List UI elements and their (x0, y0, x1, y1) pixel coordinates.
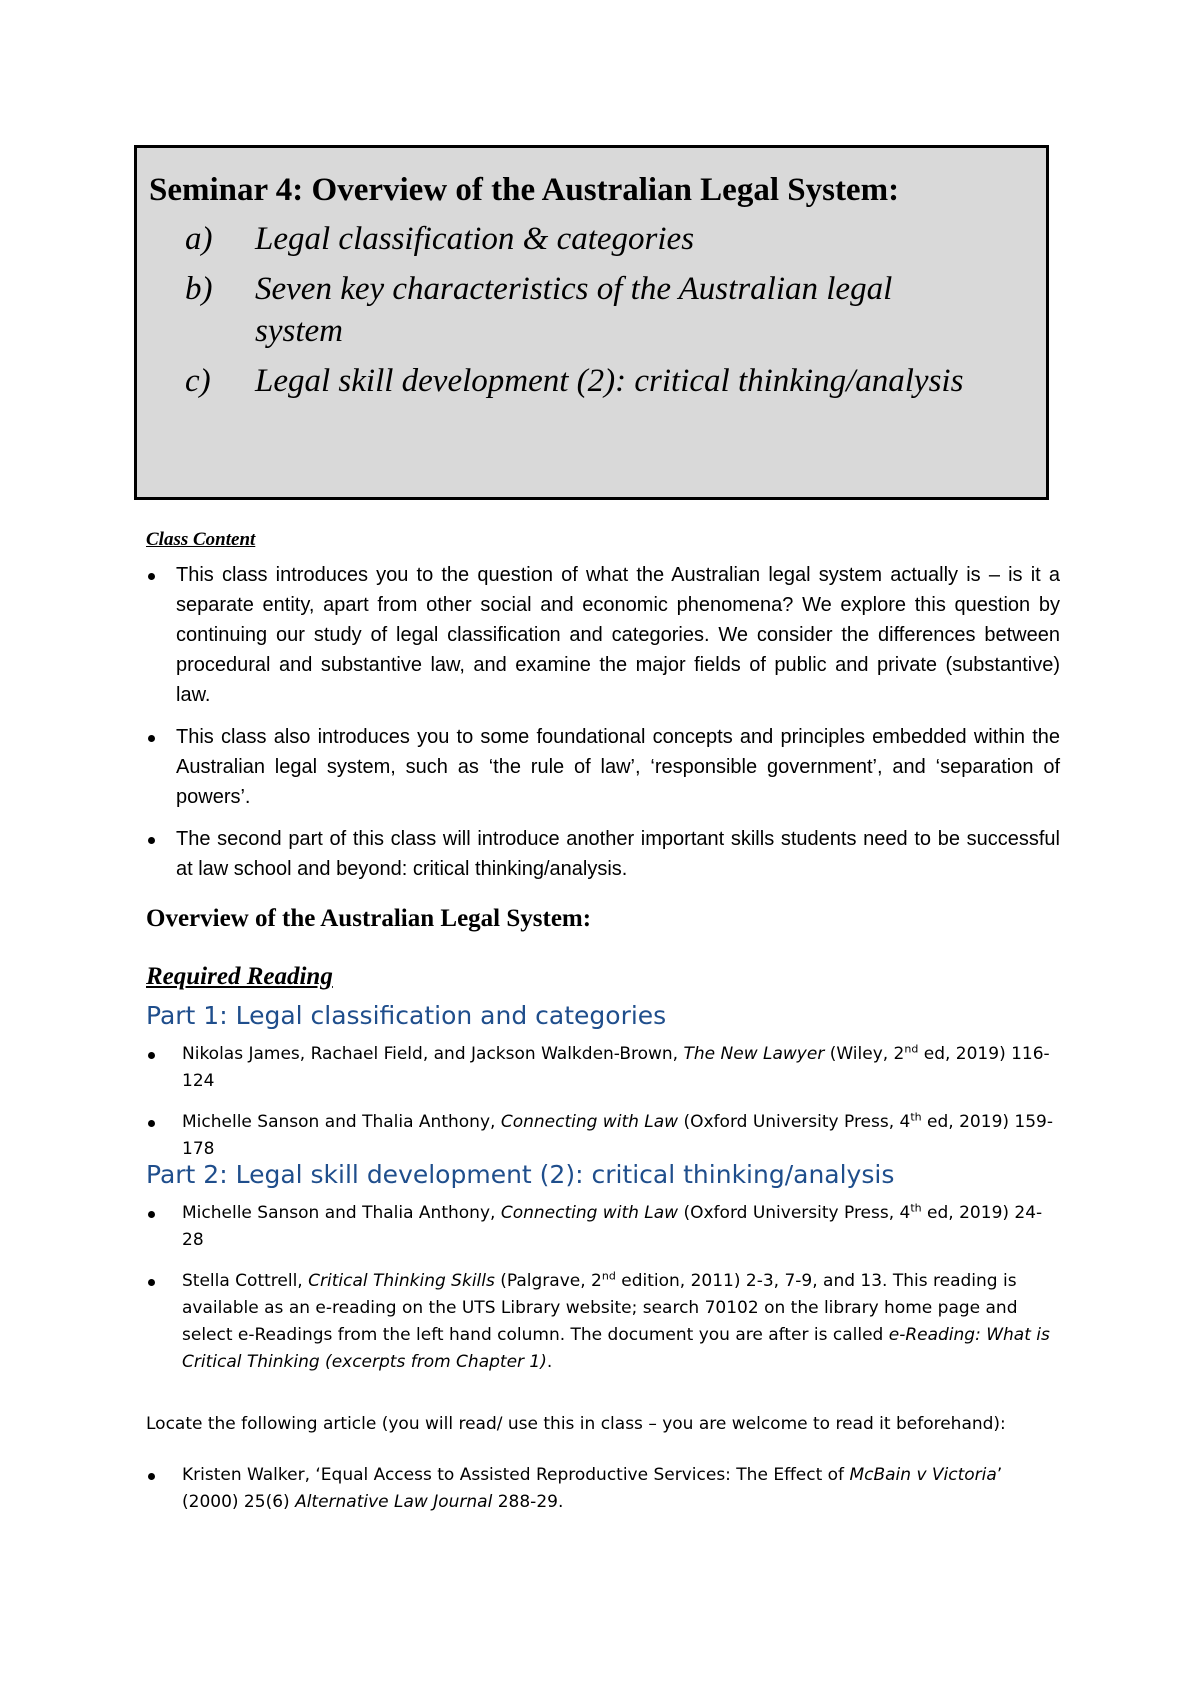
seminar-title: Seminar 4: Overview of the Australian Legal System: (149, 172, 900, 208)
reading-title: Connecting with Law (500, 1203, 679, 1223)
reading-document-name: e-Reading: What is Critical Thinking (excerpts from Chapter 1) (182, 1325, 1050, 1372)
part1-heading: Part 1: Legal classification and categories (146, 1001, 667, 1030)
part2-readings (146, 1200, 1060, 1386)
part1-readings (146, 1041, 1060, 1173)
article-author-title: Kristen Walker, ‘Equal Access to Assisted Reproductive Services: The Effect of (182, 1465, 850, 1485)
reading-item (146, 1041, 1060, 1095)
reading-superscript: th (910, 1201, 922, 1215)
reading-item (146, 1200, 1060, 1254)
topic-letter: c) (185, 363, 211, 399)
locate-instruction: Locate the following article (you will read/ use this in class – you are welcome to read it beforehand): (146, 1414, 1006, 1434)
seminar-header-box (134, 145, 1049, 500)
topic-c (149, 360, 1046, 402)
topic-letter: a) (185, 221, 213, 257)
article-pages: 288-29. (492, 1492, 564, 1512)
reading-superscript: nd (601, 1269, 616, 1283)
bullet-icon (148, 1120, 155, 1127)
topic-b (149, 268, 1046, 352)
reading-superscript: th (910, 1110, 922, 1124)
topic-a (149, 218, 1046, 260)
reading-title: Critical Thinking Skills (308, 1271, 495, 1291)
list-item-text: The second part of this class will introduce another important skills students need to be successful at law school and beyond: critical thinking/analysis. (176, 828, 1060, 880)
topic-letter: b) (185, 271, 213, 307)
reading-authors: Nikolas James, Rachael Field, and Jackson Walkden-Brown, (182, 1044, 684, 1064)
reading-publisher: (Oxford University Press, 4 (678, 1112, 911, 1132)
bullet-icon (148, 1279, 155, 1286)
reading-end: . (546, 1352, 553, 1372)
list-item (146, 824, 1060, 884)
reading-authors: Michelle Sanson and Thalia Anthony, (182, 1203, 501, 1223)
reading-title: The New Lawyer (683, 1044, 825, 1064)
reading-publisher: (Oxford University Press, 4 (678, 1203, 911, 1223)
class-content-heading: Class Content (146, 529, 256, 550)
bullet-icon (148, 573, 155, 580)
reading-pages: ed, 2019) 159-178 (182, 1112, 1053, 1159)
list-item (146, 560, 1060, 710)
reading-title: Connecting with Law (500, 1112, 679, 1132)
required-reading-heading: Required Reading (146, 963, 333, 990)
topic-text: Seven key characteristics of the Australian legal system (255, 271, 893, 349)
reading-pages: ed, 2019) 116-124 (182, 1044, 1050, 1091)
overview-heading: Overview of the Australian Legal System: (146, 905, 592, 932)
reading-description: edition, 2011) 2-3, 7-9, and 13. This reading is available as an e-reading on the UTS Library website; search 70102 on the library home page and select e-Readings from the left hand column. The document you are after is called (182, 1271, 1018, 1345)
bullet-icon (148, 1052, 155, 1059)
reading-superscript: nd (904, 1042, 919, 1056)
class-content-list (146, 560, 1060, 896)
reading-publisher: (Wiley, 2 (824, 1044, 905, 1064)
list-item-text: This class also introduces you to some foundational concepts and principles embedded within the Australian legal system, such as ‘the rule of law’, ‘responsible government’, and ‘separation of powers’. (176, 726, 1060, 808)
bullet-icon (148, 735, 155, 742)
reading-item (146, 1268, 1060, 1376)
reading-item (146, 1109, 1060, 1163)
article-journal: Alternative Law Journal (295, 1492, 493, 1512)
part2-heading: Part 2: Legal skill development (2): critical thinking/analysis (146, 1160, 895, 1189)
reading-pages: ed, 2019) 24-28 (182, 1203, 1043, 1250)
article-citation: ’ (2000) 25(6) (182, 1465, 1003, 1512)
topic-text: Legal classification & categories (255, 221, 695, 257)
bullet-icon (148, 1473, 155, 1480)
reading-authors: Michelle Sanson and Thalia Anthony, (182, 1112, 501, 1132)
topic-text: Legal skill development (2): critical thinking/analysis (255, 363, 964, 399)
list-item-text: This class introduces you to the question of what the Australian legal system actually is – is it a separate entity, apart from other social and economic phenomena? We explore this question by continuing our study of legal classification and categories. We consider the differences between procedural and substantive law, and examine the major fields of public and private (substantive) law. (176, 564, 1060, 706)
article-list (146, 1462, 1060, 1526)
article-case-name: McBain v Victoria (849, 1465, 997, 1485)
reading-item (146, 1462, 1060, 1516)
list-item (146, 722, 1060, 812)
reading-publisher: (Palgrave, 2 (494, 1271, 602, 1291)
bullet-icon (148, 837, 155, 844)
reading-authors: Stella Cottrell, (182, 1271, 309, 1291)
bullet-icon (148, 1211, 155, 1218)
